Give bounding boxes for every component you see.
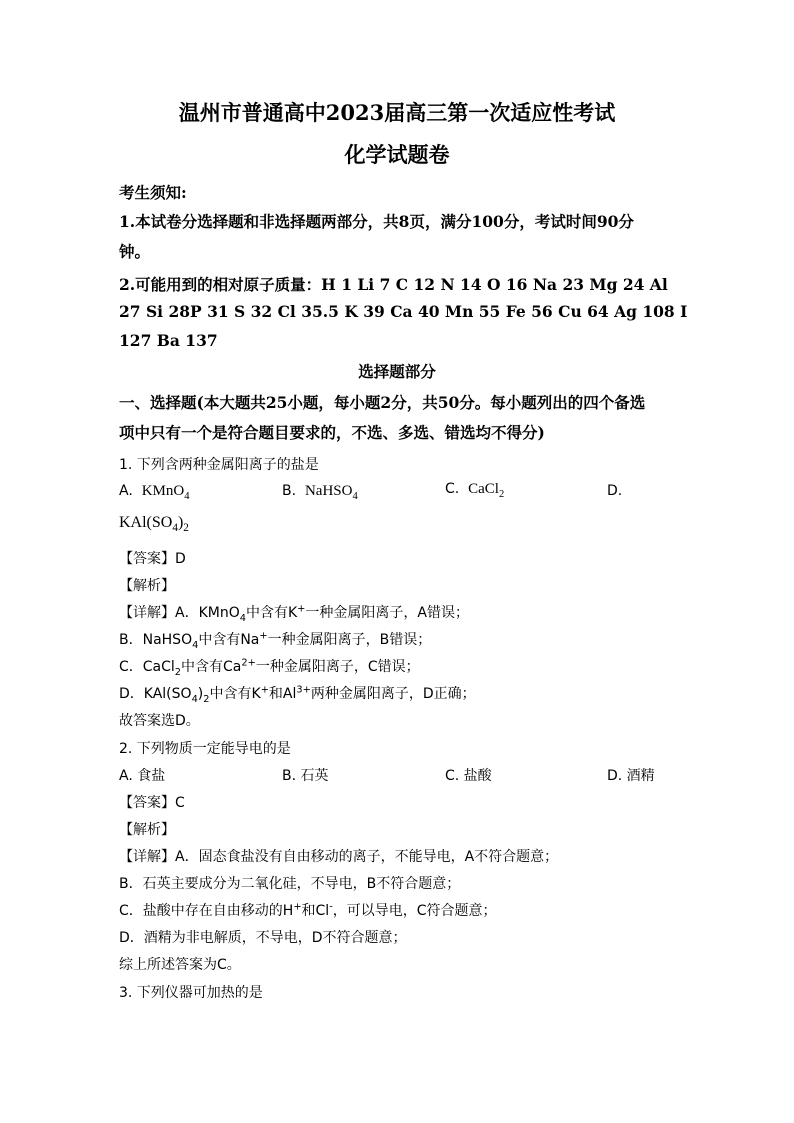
q2-detail-a: 【详解】A．固态食盐没有自由移动的离子，不能导电，A不符合题意； — [119, 849, 559, 865]
notice-item-2: 2.可能用到的相对原子质量：H 1 Li 7 C 12 N 14 O 16 Na 23 Mg 24 Al — [119, 275, 668, 294]
section-instructions: 一、选择题(本大题共25小题，每小题2分，共50分。每小题列出的四个备选 — [119, 393, 646, 412]
q1-detail-b: B．NaHSO$_4$中含有Na+一种金属阳离子，B错误； — [119, 630, 432, 651]
q2-detail-d: D．酒精为非电解质，不导电，D不符合题意； — [119, 930, 407, 946]
answer-label: 【答案】 — [119, 551, 175, 567]
q1-detail-d: D．$KAl(SO_4)_2$中含有K+和$Al^{3+}$两种金属阳离子，D正确； — [119, 684, 476, 705]
notice-item-1: 1.本试卷分选择题和非选择题两部分，共8页，满分100分，考试时间90分 — [119, 212, 634, 231]
section-instructions-cont: 项中只有一个是符合题目要求的，不选、多选、错选均不得分) — [119, 423, 545, 442]
notice-heading: 考生须知: — [119, 183, 187, 202]
notice-item-2-cont2: 127 Ba 137 — [119, 331, 218, 350]
q1-answer — [119, 548, 186, 568]
q1-answer-value: D — [175, 551, 186, 567]
q2-stem: 2. 下列物质一定能导电的是 — [119, 741, 291, 757]
page-subtitle: 化学试题卷 — [344, 142, 450, 167]
q2-option-a: A. 食盐 — [119, 768, 166, 784]
answer-label: 【答案】 — [119, 795, 175, 811]
q2-option-d: D. 酒精 — [607, 768, 655, 784]
q2-analysis-label: 【解析】 — [119, 822, 175, 838]
q2-option-c: C. 盐酸 — [445, 768, 492, 784]
q2-option-b: B. 石英 — [282, 768, 329, 784]
q2-conclusion: 综上所述答案为C。 — [119, 957, 241, 973]
q2-detail-b: B．石英主要成分为二氧化硅，不导电，B不符合题意； — [119, 876, 461, 892]
q3-stem: 3. 下列仪器可加热的是 — [119, 985, 263, 1001]
q1-option-b: B. NaHSO$_4$ — [282, 483, 358, 502]
q1-detail-a: 【详解】A．KMnO$_4$中含有K+一种金属阳离子，A错误； — [119, 603, 469, 624]
q1-option-c: C. CaCl$_2$ — [445, 481, 505, 500]
notice-item-1-cont: 钟。 — [119, 242, 151, 261]
q2-answer — [119, 792, 185, 812]
q1-option-d: D. — [607, 483, 623, 499]
q1-analysis-label: 【解析】 — [119, 578, 175, 594]
q1-option-a: A. KMnO$_4$ — [119, 483, 190, 502]
page-title: 温州市普通高中2023届高三第一次适应性考试 — [178, 100, 616, 125]
q1-option-d-formula: $KAl(SO_4)_2$ — [119, 514, 189, 535]
q1-stem: 1. 下列含两种金属阳离子的盐是 — [119, 457, 319, 473]
section-heading: 选择题部分 — [358, 362, 436, 381]
q2-detail-c: C．盐酸中存在自由移动的H+和Cl-，可以导电，C符合题意； — [119, 901, 497, 919]
q1-conclusion: 故答案选D。 — [119, 713, 200, 729]
q1-detail-c: C．CaCl$_2$中含有$Ca^{2+}$一种金属阳离子，C错误； — [119, 657, 420, 678]
notice-item-2-cont: 27 Si 28P 31 S 32 Cl 35.5 K 39 Ca 40 Mn 55 Fe 56 Cu 64 Ag 108 I — [119, 302, 688, 321]
q2-answer-value: C — [175, 795, 185, 811]
